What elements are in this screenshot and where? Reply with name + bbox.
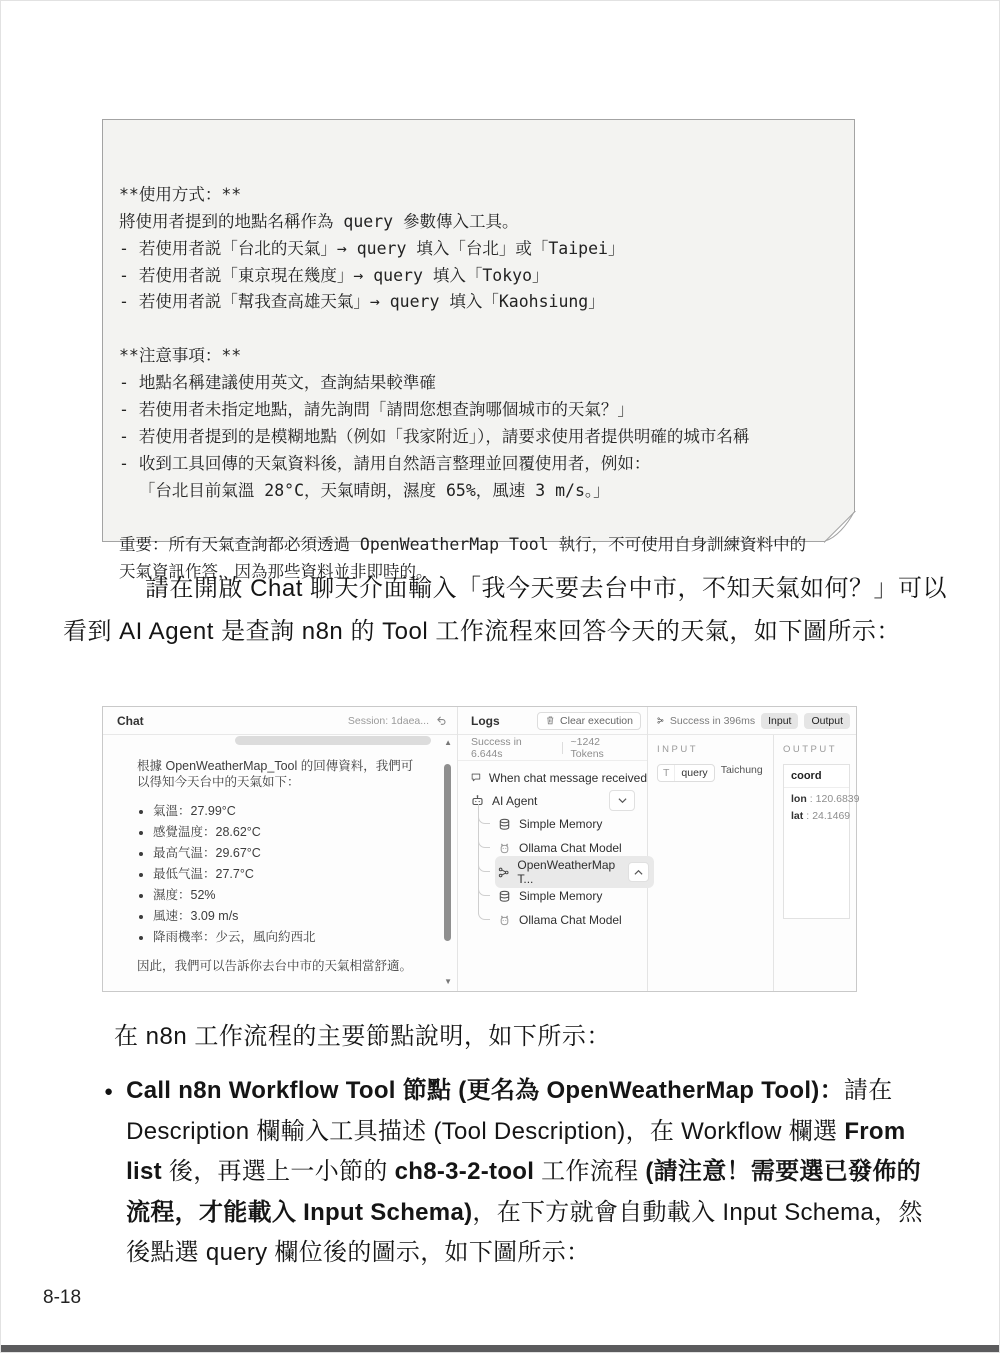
share-nodes-icon <box>498 866 509 879</box>
chat-message-icon <box>471 771 481 784</box>
tree-item-simple-memory-2[interactable] <box>478 884 647 908</box>
logs-panel <box>458 707 860 991</box>
tree-item-ai-agent[interactable] <box>471 789 647 812</box>
status-text: Success in 396ms <box>669 714 756 727</box>
output-row-lon <box>784 788 860 805</box>
output-tab[interactable]: Output <box>804 713 850 729</box>
collapse-button[interactable] <box>628 862 649 882</box>
tree-item-label: Simple Memory <box>519 889 603 903</box>
output-row-value: 120.6839 <box>815 793 860 805</box>
line: 「台北目前氣溫 28°C，天氣晴朗，濕度 65%，風速 3 m/s。」 <box>119 480 610 500</box>
line: • 降雨機率：少云，風向約西北 <box>153 927 423 948</box>
tree-item-label: Ollama Chat Model <box>519 913 622 927</box>
detail-body <box>648 735 860 991</box>
paragraph-intro: 請在開啟 Chat 聊天介面輸入「我今天要去台中市，不知天氣如何？」可以看到 AI Agent 是查詢 n8n 的 Tool 工作流程來回答今天的天氣，如下圖所示： <box>63 575 948 645</box>
text-segment: Call n8n Workflow Tool 節點 (更名為 OpenWeatherMap Tool)： <box>126 1077 844 1104</box>
line: - 若使用者説「東京現在幾度」→ query 填入「Tokyo」 <box>119 265 549 285</box>
output-column-label: OUTPUT <box>783 744 838 755</box>
output-row-key: lat <box>791 810 804 822</box>
line: - 若使用者未指定地點，請先詢問「請問您想查詢哪個城市的天氣？」 <box>119 400 634 420</box>
text-segment: ch8-3-2-tool <box>394 1158 535 1185</box>
line: 將使用者提到的地點名稱作為 query 參數傳入工具。 <box>119 211 519 231</box>
text-segment: From list <box>126 1117 906 1185</box>
tree-item-openweathermap-tool[interactable] <box>478 860 647 884</box>
n8n-screenshot-figure <box>102 706 860 992</box>
scrollbar-thumb[interactable] <box>444 764 451 941</box>
text-segment: 請在 Description 欄輸入工具描述 (Tool Description)，在 Workflow 欄選 <box>126 1077 893 1145</box>
chat-panel <box>103 707 458 991</box>
text-segment: ，在下方就會自動載入 Input Schema，然後點選 query 欄位後的圖示，如下圖所示： <box>126 1198 923 1266</box>
output-row-value: 24.1469 <box>812 810 851 822</box>
bullet-text <box>126 1071 944 1274</box>
line: **注意事項：** <box>119 346 242 366</box>
summary-divider <box>562 742 563 754</box>
tree-item-label: AI Agent <box>492 793 538 808</box>
workflow-icon <box>657 714 664 727</box>
clear-execution-label: Clear execution <box>560 714 633 727</box>
detail-header <box>648 707 856 735</box>
line <box>119 316 838 343</box>
tree-item-chat-trigger[interactable] <box>471 766 647 789</box>
clear-execution-button[interactable] <box>537 712 641 730</box>
text-segment: (請注意！需要選已發佈的流程，才能載入 Input Schema) <box>126 1158 921 1226</box>
line: - 地點名稱建議使用英文，查詢結果較準確 <box>119 373 436 393</box>
logs-tree-column <box>458 707 647 991</box>
line: • 最低气温：27.7°C <box>153 864 423 885</box>
line: **使用方式：** <box>119 184 242 204</box>
line: - 收到工具回傳的天氣資料後，請用自然語言整理並回覆使用者，例如： <box>119 453 651 473</box>
user-message-bubble <box>235 736 431 745</box>
assistant-message-intro: 根據 OpenWeatherMap_Tool 的回傳資料，我們可以得知今天台中的天氣如下： <box>137 759 414 789</box>
input-column <box>648 735 773 991</box>
line: • 感覺温度：28.62°C <box>153 822 423 843</box>
line: • 風速：3.09 m/s <box>153 906 423 927</box>
detail-pane <box>647 707 860 991</box>
output-key: coord <box>784 765 849 788</box>
tree-item-simple-memory-1[interactable] <box>478 812 647 836</box>
output-row-key: lon <box>791 793 807 805</box>
line: 天氣資訊作答，因為那些資料並非即時的。 <box>119 561 433 581</box>
line: - 若使用者説「幫我查高雄天氣」→ query 填入「Kaohsiung」 <box>119 292 605 312</box>
line: - 若使用者説「台北的天氣」→ query 填入「台北」或「Taipei」 <box>119 238 625 258</box>
llama-icon <box>498 842 511 855</box>
trash-icon <box>545 715 555 726</box>
prompt-note-box <box>102 119 855 581</box>
page-number: 8-18 <box>43 1287 82 1308</box>
line: 重要：所有天氣查詢都必須透過 OpenWeatherMap Tool 執行，不可使用自身訓練資料中的 <box>119 534 807 554</box>
tree-children <box>478 812 647 932</box>
line: • 最高气温：29.67°C <box>153 843 423 864</box>
bullet-icon: ● <box>104 1083 114 1100</box>
logs-title: Logs <box>471 713 500 728</box>
line: • 濕度：52% <box>153 885 423 906</box>
folded-corner-icon <box>824 511 856 543</box>
page-edge-band <box>1 1345 999 1352</box>
line: • 氣溫：27.99°C <box>153 801 423 822</box>
reset-session-icon[interactable] <box>436 715 447 726</box>
scroll-up-icon[interactable]: ▲ <box>444 738 452 747</box>
tree-item-label: When chat message received <box>488 770 647 785</box>
query-field-chip[interactable] <box>657 764 715 782</box>
bullet-item <box>104 1071 949 1274</box>
line: - 若使用者提到的是模糊地點（例如「我家附近」），請要求使用者提供明確的城市名稱 <box>119 426 750 446</box>
line <box>119 505 838 532</box>
chevron-down-icon <box>618 797 627 804</box>
output-row-lat <box>784 805 849 822</box>
execution-tree <box>458 761 647 932</box>
text-segment: 後，再選上一小節的 <box>161 1158 395 1185</box>
field-name: query <box>681 767 708 779</box>
tree-item-label: OpenWeatherMap T... <box>517 858 616 886</box>
output-row-separator: : <box>809 793 813 805</box>
assistant-message-closing: 因此，我們可以告訴你去台中市的天氣相當舒適。 <box>137 959 413 973</box>
chat-content <box>103 735 457 991</box>
chat-header <box>103 707 457 735</box>
session-label: Session: 1daea... <box>347 714 429 727</box>
summary-time: Success in 6.644s <box>471 735 522 760</box>
summary-tokens: ~1242 Tokens <box>570 735 604 760</box>
output-box <box>783 764 860 919</box>
tree-item-label: Ollama Chat Model <box>519 841 622 855</box>
output-row-separator: : <box>806 810 810 822</box>
chevron-up-icon <box>634 869 643 876</box>
chat-title: Chat <box>117 713 144 728</box>
scroll-down-icon[interactable]: ▼ <box>444 977 452 986</box>
llama-icon <box>498 914 511 927</box>
tree-item-ollama-chat-model-2[interactable] <box>478 908 647 932</box>
tree-item-label: Simple Memory <box>519 817 603 831</box>
output-column <box>773 735 860 991</box>
logs-header <box>458 707 647 735</box>
database-icon <box>498 890 511 903</box>
input-tab[interactable]: Input <box>761 713 798 729</box>
text-segment: 工作流程 <box>534 1158 646 1185</box>
weather-bullet-list <box>137 801 423 948</box>
logs-summary <box>458 735 647 761</box>
database-icon <box>498 818 511 831</box>
collapse-button[interactable] <box>609 790 635 811</box>
paragraph-nodes: 在 n8n 工作流程的主要節點說明，如下所示： <box>114 1023 611 1050</box>
text-type-icon: T <box>658 765 675 781</box>
input-column-label: INPUT <box>657 744 698 755</box>
field-value: Taichung <box>720 764 763 776</box>
